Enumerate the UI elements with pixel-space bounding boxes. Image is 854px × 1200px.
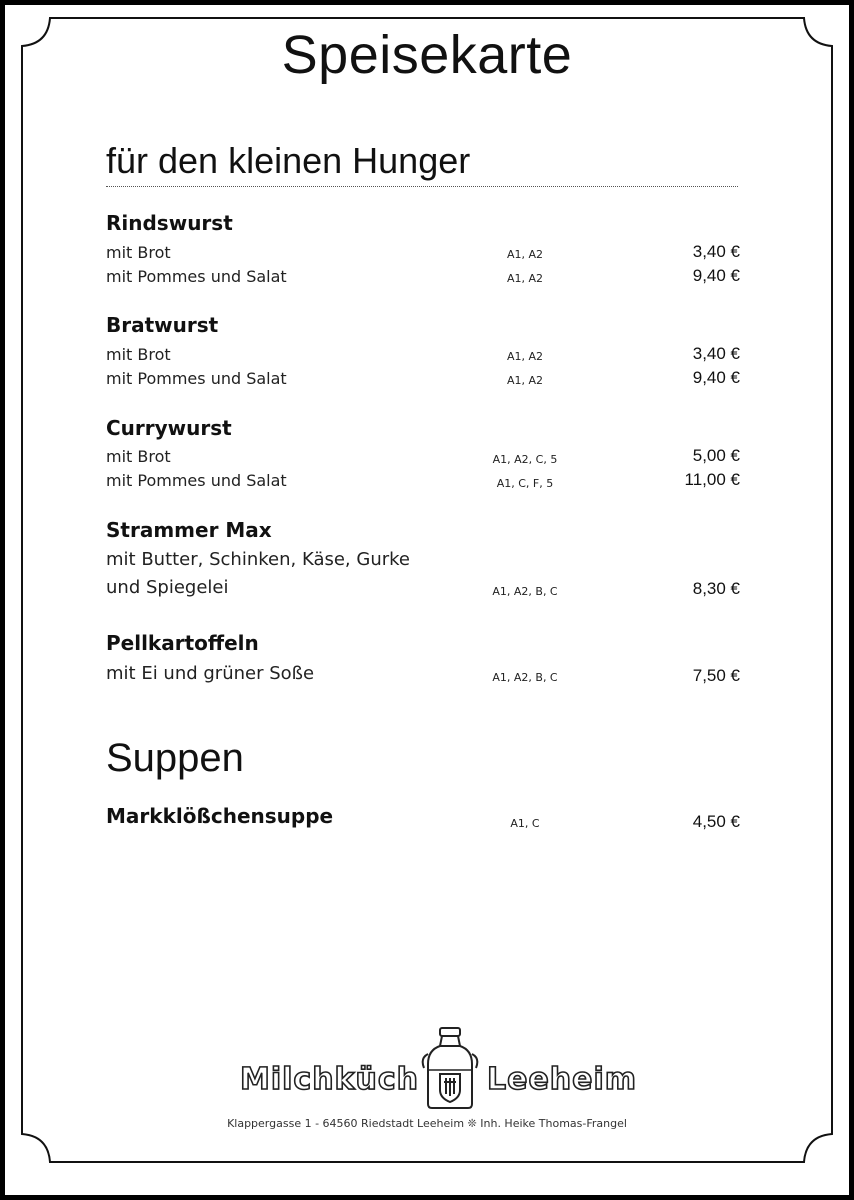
item-desc-line1: mit Butter, Schinken, Käse, Gurke (106, 549, 410, 570)
item-option-price: 5,00 € (692, 446, 740, 465)
item-name-pellkartoffeln: Pellkartoffeln (106, 631, 259, 655)
item-option-allergens: A1, A2 (506, 272, 544, 285)
logo-text-left: Milchküch (240, 1062, 420, 1097)
item-option-desc: mit Brot (106, 243, 171, 262)
section-title-small-hunger: für den kleinen Hunger (106, 140, 471, 181)
item-option-desc: mit Brot (106, 447, 171, 466)
item-price: 4,50 € (692, 812, 740, 831)
item-option-allergens: A1, C, F, 5 (496, 477, 554, 490)
item-price: 7,50 € (692, 666, 740, 685)
item-name-markkloesschensuppe: Markklößchensuppe (106, 804, 334, 828)
footer-address: Klappergasse 1 - 64560 Riedstadt Leeheim ❊ Inh. Heike Thomas-Frangel (227, 1117, 627, 1130)
item-option-price: 9,40 € (692, 368, 740, 387)
item-desc: mit Ei und grüner Soße (106, 663, 315, 684)
item-option-price: 3,40 € (692, 344, 740, 363)
section-divider (106, 186, 738, 187)
item-option-allergens: A1, A2 (506, 350, 544, 363)
item-option-allergens: A1, A2 (506, 374, 544, 387)
item-option-desc: mit Pommes und Salat (106, 267, 287, 286)
item-option-price: 9,40 € (692, 266, 740, 285)
item-allergens: A1, C (510, 817, 540, 830)
item-allergens: A1, A2, B, C (492, 671, 558, 684)
item-option-desc: mit Pommes und Salat (106, 471, 287, 490)
item-name-currywurst: Currywurst (106, 416, 232, 440)
logo-text-right: Leeheim (487, 1062, 638, 1097)
item-option-allergens: A1, A2 (506, 248, 544, 261)
item-name-rindswurst: Rindswurst (106, 211, 233, 235)
item-option-desc: mit Brot (106, 345, 171, 364)
item-option-price: 11,00 € (684, 470, 740, 489)
page-title: Speisekarte (281, 25, 573, 85)
section-title-suppen: Suppen (106, 736, 244, 780)
milk-can-icon (420, 1024, 480, 1110)
item-name-bratwurst: Bratwurst (106, 313, 219, 337)
item-option-allergens: A1, A2, C, 5 (492, 453, 558, 466)
item-allergens: A1, A2, B, C (492, 585, 558, 598)
item-desc-line2: und Spiegelei (106, 577, 229, 598)
item-option-price: 3,40 € (692, 242, 740, 261)
item-price: 8,30 € (692, 579, 740, 598)
item-option-desc: mit Pommes und Salat (106, 369, 287, 388)
item-name-strammer-max: Strammer Max (106, 518, 272, 542)
